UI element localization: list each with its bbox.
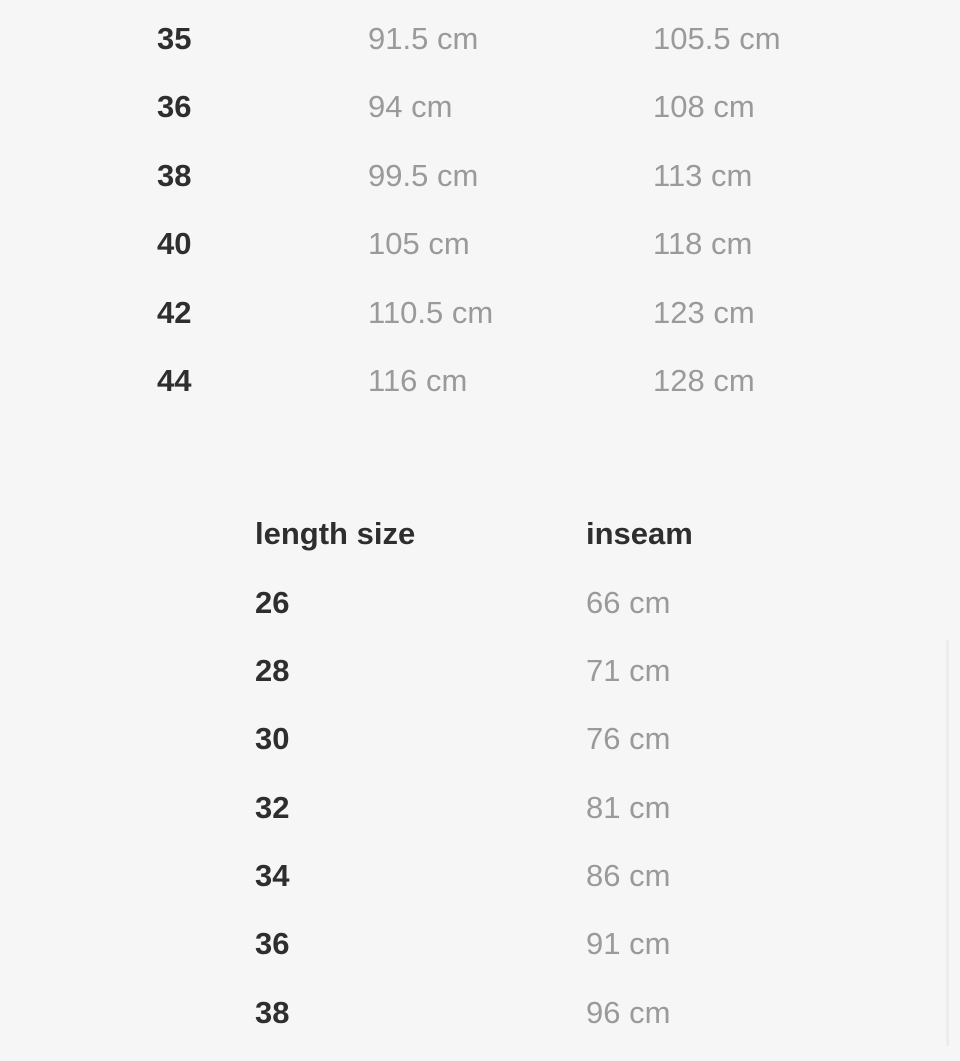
inseam-cell: 91 cm xyxy=(586,924,670,964)
inseam-cell: 71 cm xyxy=(586,651,670,691)
table-row xyxy=(0,262,960,330)
waist-cell: 116 cm xyxy=(368,361,467,401)
hip-cell: 118 cm xyxy=(653,224,752,264)
table-row xyxy=(0,56,960,124)
table-row xyxy=(0,651,960,719)
waist-cell: 105 cm xyxy=(368,224,470,264)
hip-cell: 113 cm xyxy=(653,156,752,196)
table-row xyxy=(0,125,960,193)
inseam-cell: 81 cm xyxy=(586,788,670,828)
table-body xyxy=(0,583,960,1061)
inseam-cell: 86 cm xyxy=(586,856,670,896)
hip-cell: 123 cm xyxy=(653,293,755,333)
length-size-cell: 30 xyxy=(255,719,289,759)
waist-cell: 99.5 cm xyxy=(368,156,478,196)
length-size-cell: 32 xyxy=(255,788,289,828)
table-header xyxy=(0,514,960,554)
hip-cell: 105.5 cm xyxy=(653,19,781,59)
waist-cell: 110.5 cm xyxy=(368,293,493,333)
table-row xyxy=(0,583,960,651)
size-cell: 40 xyxy=(157,224,191,264)
length-size-cell: 26 xyxy=(255,583,289,623)
inseam-header: inseam xyxy=(586,514,693,554)
size-cell: 38 xyxy=(157,156,191,196)
table-row xyxy=(0,330,960,398)
size-cell: 44 xyxy=(157,361,191,401)
length-size-cell: 34 xyxy=(255,856,289,896)
table-row xyxy=(0,856,960,924)
length-size-cell: 36 xyxy=(255,924,289,964)
size-cell: 35 xyxy=(157,19,191,59)
size-cell: 36 xyxy=(157,87,191,127)
table-row xyxy=(0,788,960,856)
size-cell: 42 xyxy=(157,293,191,333)
hip-cell: 128 cm xyxy=(653,361,755,401)
table-row xyxy=(0,924,960,992)
length-size-cell: 38 xyxy=(255,993,289,1033)
waist-size-table xyxy=(0,0,960,398)
waist-cell: 94 cm xyxy=(368,87,452,127)
table-row xyxy=(0,719,960,787)
hip-cell: 108 cm xyxy=(653,87,755,127)
waist-cell: 91.5 cm xyxy=(368,19,478,59)
table-row xyxy=(0,993,960,1061)
table-row xyxy=(0,0,960,56)
length-size-header: length size xyxy=(255,514,415,554)
length-size-cell: 28 xyxy=(255,651,289,691)
table-row xyxy=(0,193,960,261)
inseam-cell: 66 cm xyxy=(586,583,670,623)
inseam-cell: 96 cm xyxy=(586,993,670,1033)
inseam-cell: 76 cm xyxy=(586,719,670,759)
